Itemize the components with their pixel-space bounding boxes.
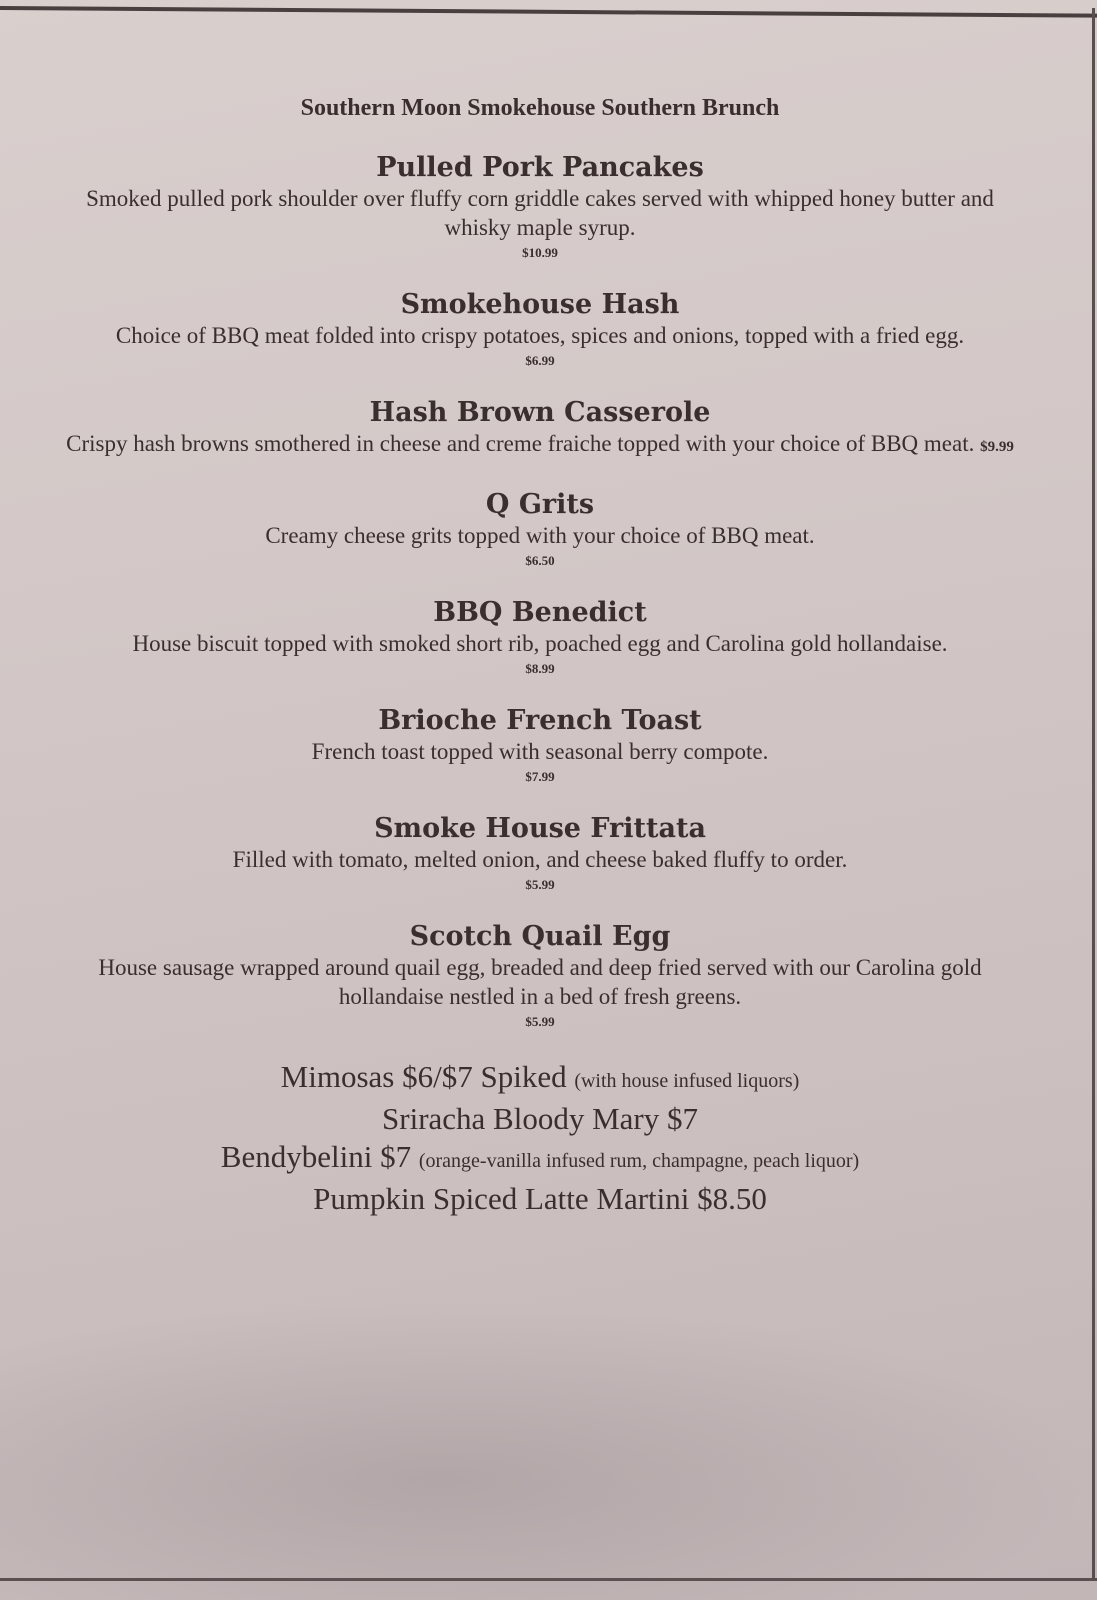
drink-text: Sriracha Bloody Mary $7	[382, 1101, 698, 1136]
menu-item	[30, 397, 1050, 462]
drink-line	[30, 1100, 1050, 1138]
item-description: House biscuit topped with smoked short rib, poached egg and Carolina gold hollandaise.	[132, 631, 948, 656]
item-name: Q Grits	[485, 489, 595, 520]
paper-top-edge	[0, 6, 1097, 18]
menu-item	[30, 705, 1050, 786]
item-name: BBQ Benedict	[433, 597, 647, 628]
menu-item	[30, 813, 1050, 894]
item-price: $10.99	[522, 245, 558, 260]
item-price: $9.99	[980, 439, 1014, 455]
menu-title: Southern Moon Smokehouse Southern Brunch	[300, 95, 780, 121]
drink-text: Mimosas $6/$7 Spiked	[280, 1059, 567, 1094]
item-description: Creamy cheese grits topped with your choice of BBQ meat.	[265, 523, 815, 548]
drink-text: Bendybelini $7	[220, 1139, 412, 1174]
shadow-overlay	[0, 1300, 1097, 1600]
item-name: Smokehouse Hash	[400, 289, 680, 320]
item-description: House sausage wrapped around quail egg, breaded and deep fried served with our Carolina gold hollandaise nestled in a bed of fresh greens.	[98, 955, 982, 1009]
item-name: Smoke House Frittata	[374, 813, 706, 844]
item-name: Scotch Quail Egg	[409, 921, 671, 952]
item-description-text: Crispy hash browns smothered in cheese and creme fraiche topped with your choice of BBQ meat.	[66, 431, 975, 456]
item-price: $5.99	[525, 1014, 555, 1029]
drink-line	[30, 1180, 1050, 1218]
drink-text: Pumpkin Spiced Latte Martini $8.50	[313, 1181, 767, 1216]
drink-note: (with house infused liquors)	[574, 1070, 800, 1092]
menu-content	[30, 95, 1050, 1218]
item-price: $8.99	[525, 661, 555, 676]
drink-note: (orange-vanilla infused rum, champagne, peach liquor)	[418, 1150, 860, 1172]
drink-line	[30, 1058, 1050, 1100]
menu-item	[30, 152, 1050, 262]
item-name: Brioche French Toast	[378, 705, 702, 736]
item-description	[50, 429, 1030, 462]
item-price: $7.99	[525, 769, 555, 784]
menu-item	[30, 489, 1050, 570]
item-description: Smoked pulled pork shoulder over fluffy corn griddle cakes served with whipped honey butter and whisky maple syrup.	[86, 186, 994, 240]
item-price: $6.99	[525, 353, 555, 368]
item-price: $5.99	[525, 877, 555, 892]
item-name: Hash Brown Casserole	[369, 397, 711, 428]
item-description: Filled with tomato, melted onion, and cheese baked fluffy to order.	[232, 847, 848, 872]
menu-item	[30, 289, 1050, 370]
item-price: $6.50	[525, 553, 555, 568]
item-description: Choice of BBQ meat folded into crispy potatoes, spices and onions, topped with a fried egg.	[115, 323, 965, 348]
menu-item	[30, 597, 1050, 678]
drink-line	[30, 1138, 1050, 1180]
item-name: Pulled Pork Pancakes	[376, 152, 704, 183]
item-description: French toast topped with seasonal berry compote.	[311, 739, 769, 764]
drinks-section	[30, 1058, 1050, 1218]
menu-item	[30, 921, 1050, 1031]
